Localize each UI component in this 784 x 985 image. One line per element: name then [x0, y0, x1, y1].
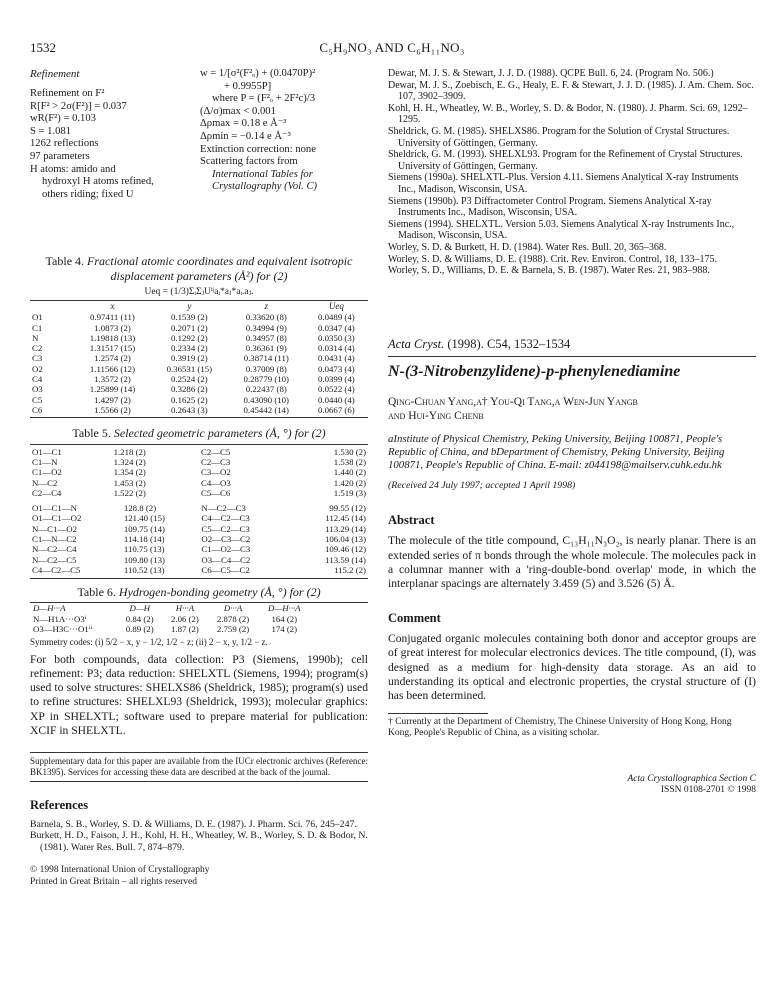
table-cell: 0.22437 (8) [245, 384, 287, 395]
table5-angle-row [30, 565, 368, 575]
table5-angle-row [30, 544, 368, 554]
table6-symmetry-codes: Symmetry codes: (i) 5/2 − x, y − 1/2, 1/2 − z; (ii) 2 − x, y, 1/2 − z. [30, 636, 268, 647]
table4-row [30, 343, 368, 353]
table-cell: 2.878 (2) [216, 613, 250, 624]
table5-angle-row [30, 503, 368, 513]
authors-line: Qing-Chuan Yang,a† You-Qi Tang,a Wen-Jun Yangb [388, 395, 638, 408]
table-cell: 0.89 (2) [125, 624, 154, 635]
table-cell: C1—N [32, 457, 58, 468]
table6-caption [30, 585, 368, 600]
reference-item: Worley, S. D., Williams, D. E. & Barnela, S. B. (1987). Water Res. 21, 983–988. [388, 265, 710, 277]
table-cell: 0.0399 (4) [318, 373, 355, 384]
refine-line: hydroxyl H atoms refined, [42, 176, 154, 188]
table-cell: 113.29 (14) [325, 523, 366, 534]
reference-item: Worley, S. D. & Williams, D. E. (1988). Crit. Rev. Environ. Control, 18, 133–175. [388, 253, 717, 265]
table-cell: N—C2 [32, 477, 58, 488]
table-cell: 0.45442 (14) [243, 404, 289, 415]
table-cell: C1—N—C2 [32, 533, 77, 544]
table6-header: D—H···A [33, 603, 66, 614]
table-cell: 0.0440 (4) [318, 394, 355, 405]
table-cell: 121.40 (15) [123, 513, 165, 524]
refine-line: Δρmax = 0.18 e Å⁻³ [200, 118, 287, 130]
table5-bond-row [30, 478, 368, 488]
table-cell: 109.80 (13) [123, 554, 165, 565]
table4-row [30, 384, 368, 394]
table5-angle-row [30, 524, 368, 534]
table-cell: 1.530 (2) [333, 446, 366, 457]
table-cell: O3 [32, 384, 43, 395]
table-cell: N—C1—O2 [32, 523, 77, 534]
footer-issn: ISSN 0108-2701 © 1998 [660, 785, 756, 796]
table6-row [30, 614, 310, 625]
received-dates: (Received 24 July 1997; accepted 1 April 1998) [388, 480, 576, 492]
refine-line: Refinement on F² [30, 88, 105, 99]
table4-header: x [110, 301, 115, 312]
table-cell: 1.4297 (2) [94, 394, 131, 405]
reference-item: Siemens (1994). SHELXTL. Version 5.03. Siemens Analytical X-ray Instruments Inc., Madison, Wisconsin, USA. [388, 218, 735, 242]
reference-item: Siemens (1990a). SHELXTL-Plus. Version 4.11. Siemens Analytical X-ray Instruments Inc., Madison, Wisconsin, USA. [388, 172, 739, 195]
table-cell: 0.2643 (3) [171, 404, 208, 415]
refine-line: Crystallography (Vol. C) [212, 181, 318, 193]
reference-item: Dewar, M. J. S., Zoebisch, E. G., Healy, E. F. & Stewart, J. J. D. (1985). J. Am. Chem. Soc. 107, 3902–3909. [388, 79, 754, 103]
table4-row [30, 323, 368, 333]
table-cell: 0.0350 (3) [318, 332, 355, 343]
table-cell: 1.19818 (13) [89, 332, 136, 343]
reference-item: Barnela, S. B., Worley, S. D. & Williams, D. E. (1987). J. Pharm. Sci. 76, 245–247. [30, 818, 357, 830]
table-cell: O2 [32, 363, 43, 374]
table-cell: 1.5566 (2) [94, 404, 131, 415]
table-cell: O1 [32, 312, 43, 323]
table5-angle-row [30, 555, 368, 565]
table4-header: z [264, 301, 269, 312]
table-cell: 1.420 (2) [333, 477, 366, 488]
table-cell: 0.36531 (15) [166, 363, 213, 374]
table-cell: O2—C3—C2 [201, 533, 251, 544]
refinement-right-list [200, 68, 368, 194]
refine-line: 1262 reflections [30, 138, 99, 150]
table-cell: 128.8 (2) [123, 502, 157, 513]
supplementary-rule [30, 752, 368, 753]
table-cell: 0.28779 (10) [243, 373, 289, 384]
reference-item: Siemens (1990b). P3 Diffractometer Control Program. Siemens Analytical X-ray Instruments Inc., Madison, Wisconsin, USA. [388, 195, 712, 219]
title-rule [388, 356, 756, 357]
table-cell: C1—O2—C3 [201, 544, 251, 555]
table4-header: y [187, 301, 192, 312]
authors-line: and Hui-Ying Chenb [388, 409, 484, 422]
table-cell: 110.75 (13) [123, 544, 165, 555]
table-cell: N [32, 332, 39, 343]
refinement-heading: Refinement [30, 68, 80, 80]
reference-item: Kohl, H. H., Wheatley, W. B., Worley, S. D. & Bodor, N. (1980). J. Pharm. Sci. 69, 1292–1295. [388, 102, 748, 126]
supplementary-note: Supplementary data for this paper are available from the IUCr electronic archives (Reference: BK1395). Services for accessing these data are described at the back of the journal. [30, 755, 368, 777]
references-right-list [388, 68, 756, 277]
table4-formula: Ueq = (1/3)ΣᵢΣⱼUⁱʲaᵢ*aⱼ*aᵢ.aⱼ. [144, 287, 254, 297]
table4-row [30, 364, 368, 374]
comment-heading: Comment [388, 611, 441, 626]
refine-line: Δρmin = −0.14 e Å⁻³ [200, 130, 291, 142]
table-cell: C3—O2 [200, 467, 231, 478]
table-cell: 0.3286 (2) [171, 384, 208, 395]
reference-item: Sheldrick, G. M. (1993). SHELXL93. Program for the Refinement of Crystal Structures. University of Göttingen, Germany. [388, 149, 743, 172]
refine-line: Scattering factors from [200, 156, 298, 168]
table-cell: 0.0473 (4) [318, 363, 355, 374]
table5-bond-row [30, 488, 368, 498]
table-cell: 1.354 (2) [113, 467, 146, 478]
table4-title: Fractional atomic coordinates and equivalent isotropic displacement parameters (Å²) for (2) [87, 254, 353, 283]
table6 [30, 603, 310, 635]
table-cell: 1.87 (2) [170, 624, 199, 635]
table-cell: 0.84 (2) [125, 613, 154, 624]
table4-label: Table 4. [45, 254, 85, 268]
refine-line: where P = (F²ₒ + 2F²c)/3 [212, 93, 316, 105]
table-cell: 1.538 (2) [333, 457, 366, 468]
page-number: 1532 [30, 40, 56, 55]
supplementary-rule-bottom [30, 781, 368, 782]
refine-line: H atoms: amido and [30, 163, 116, 175]
table4-row [30, 333, 368, 343]
table-cell: C2—C4 [32, 488, 62, 499]
table5-angle-row [30, 513, 368, 523]
journal-footer [388, 774, 756, 797]
table-cell: C2—C3 [200, 457, 231, 468]
table6-label: Table 6. [77, 584, 116, 599]
right-column [388, 68, 756, 797]
table-cell: C1—O2 [32, 467, 62, 478]
table4-row [30, 374, 368, 384]
table-cell: 109.46 (12) [324, 544, 366, 555]
article-citation [388, 337, 756, 352]
table-cell: C5—C2—C3 [201, 523, 250, 534]
table-cell: C4—O3 [200, 477, 231, 488]
table5-bonds [30, 447, 368, 499]
table6-header: D···A [223, 603, 243, 614]
copyright-block [30, 865, 368, 888]
refinement-block [30, 68, 368, 250]
abstract-text: The molecule of the title compound, C₁₃H₁₁N₃O₂, is nearly planar. There is an extended series of π bonds through the whole molecule. The molecules pack in a columnar manner with a 'ring-double-bond overlap' mode, in which the interplanar spacings are alternately 3.459 (5) and 3.526 (5) Å. [388, 534, 756, 590]
table-cell: 0.43090 (10) [243, 394, 289, 405]
table-cell: 0.97411 (11) [90, 312, 135, 323]
table-cell: 0.34957 (8) [245, 332, 287, 343]
table5-angles [30, 503, 368, 576]
table-cell: 114.18 (14) [123, 533, 165, 544]
citation-details: (1998). C54, 1532–1534 [447, 336, 571, 351]
references-heading: References [30, 797, 89, 812]
table-cell: 2.759 (2) [216, 624, 250, 635]
table6-header-row [30, 603, 310, 614]
table4 [30, 301, 368, 415]
table-cell: 0.0489 (4) [318, 312, 355, 323]
table-cell: 0.2071 (2) [171, 322, 208, 333]
references-left-list [30, 819, 368, 854]
table5-caption [30, 426, 368, 441]
table-cell: 115.2 (2) [334, 565, 366, 576]
footnote: † Currently at the Department of Chemistry, The Chinese University of Hong Kong, Hong Kong, People's Republic of China, as a visiting scholar. [388, 717, 732, 739]
table-cell: 0.1539 (2) [171, 312, 208, 323]
table5-top-rule [30, 444, 368, 445]
table-cell: C3 [32, 353, 43, 364]
table-cell: 1.0873 (2) [94, 322, 131, 333]
table-cell: 0.3919 (2) [171, 353, 208, 364]
table4-row [30, 405, 368, 415]
table-cell: 0.33620 (8) [245, 312, 287, 323]
refine-line: R[F² > 2σ(F²)] = 0.037 [30, 100, 127, 112]
table-cell: C6 [32, 404, 43, 415]
table-cell: 1.218 (2) [113, 446, 146, 457]
table-cell: 109.75 (14) [123, 523, 165, 534]
table4-row [30, 395, 368, 405]
table-cell: 1.519 (3) [333, 488, 366, 499]
software-paragraph: For both compounds, data collection: P3 (Siemens, 1990b); cell refinement: P3; data reduction: SHELXTL (Siemens, 1994); program(s) used to solve structures: SHELXS86 (Sheldrick, 1985); program(s) used to refine structures: SHELXL93 (Sheldrick, 1993); molecular graphics: XP in SHELXTL; software used to prepare material for publication: XCIF in SHELXTL. [30, 652, 368, 737]
table-cell: C4—C2—C3 [201, 513, 250, 524]
footnote-rule [388, 713, 488, 714]
table-cell: 0.1292 (2) [171, 332, 208, 343]
table4-bottom-rule [30, 417, 368, 418]
refine-line: S = 1.081 [30, 125, 71, 137]
table4-row [30, 312, 368, 322]
table-cell: O3—C4—C2 [201, 554, 251, 565]
table-cell: 1.2574 (2) [94, 353, 131, 364]
journal-name: Acta Cryst. [388, 336, 445, 351]
table-cell: 174 (2) [271, 624, 298, 635]
reference-item: Sheldrick, G. M. (1985). SHELXS86. Program for the Solution of Crystal Structures. University of Göttingen, Germany. [388, 125, 730, 149]
refine-line: Extinction correction: none [200, 143, 316, 155]
table-cell: 1.31517 (15) [89, 343, 136, 354]
table-cell: 0.2524 (2) [171, 373, 208, 384]
reference-item: Worley, S. D. & Burkett, H. D. (1984). Water Res. Bull. 20, 365–368. [388, 241, 667, 253]
running-head [30, 40, 754, 58]
refine-line: International Tables for [212, 168, 313, 180]
table5-title: Selected geometric parameters (Å, °) for (2) [113, 426, 326, 441]
table-cell: 0.37009 (8) [245, 363, 287, 374]
table-cell: 0.0667 (6) [318, 404, 355, 415]
table-cell: 110.52 (13) [123, 565, 165, 576]
refine-line: wR(F²) = 0.103 [30, 113, 96, 125]
table-cell: N—C2—C3 [201, 502, 246, 513]
table-cell: 112.45 (14) [325, 513, 366, 524]
table-cell: C2—C5 [200, 446, 231, 457]
table-cell: 1.25899 (14) [89, 384, 136, 395]
table5-bottom-rule [30, 578, 368, 579]
table5-bond-row [30, 457, 368, 467]
table-cell: O3—H3C···O1ⁱⁱ [33, 624, 93, 635]
refinement-left-list [30, 88, 190, 201]
reference-item: Dewar, M. J. S. & Stewart, J. J. D. (1988). QCPE Bull. 6, 24. (Program No. 506.) [388, 68, 714, 79]
table6-row [30, 624, 310, 635]
abstract-heading: Abstract [388, 513, 435, 528]
comment-text: Conjugated organic molecules containing both donor and acceptor groups are of great interest for molecular electronics devices. The title compound, (I), was designed as a medium for high-density data storage. As an aid to understanding its optical and electronic properties, the crystal structure of (I) has been determined. [388, 632, 756, 702]
table-cell: 0.36361 (9) [245, 343, 287, 354]
refine-line: (Δ/σ)max < 0.001 [200, 105, 276, 117]
refine-line: + 0.9955P] [224, 80, 272, 92]
table-cell: 164 (2) [271, 613, 298, 624]
table-cell: 1.440 (2) [333, 467, 366, 478]
table6-header: D—H [129, 603, 150, 614]
table-cell: 0.0431 (4) [318, 353, 355, 364]
table-cell: N—C2—C4 [32, 544, 77, 555]
table4-caption [30, 254, 368, 283]
table-cell: 113.59 (14) [325, 554, 366, 565]
table-cell: 0.0347 (4) [318, 322, 355, 333]
table-cell: 0.38714 (11) [243, 353, 289, 364]
table6-header: H···A [175, 603, 195, 614]
refine-line: 97 parameters [30, 150, 90, 162]
table-cell: 2.06 (2) [170, 613, 199, 624]
table-cell: 1.3572 (2) [94, 373, 131, 384]
table-cell: 1.453 (2) [113, 477, 146, 488]
table-cell: 0.2334 (2) [171, 343, 208, 354]
table-cell: 1.324 (2) [113, 457, 146, 468]
refine-line: w = 1/[σ²(F²ₒ) + (0.0470P)² [200, 68, 316, 79]
table-cell: C5—C6 [200, 488, 231, 499]
table4-header-row [30, 301, 368, 312]
table-cell: C2 [32, 343, 43, 354]
copyright-line: Printed in Great Britain – all rights reserved [30, 876, 197, 887]
table-cell: 0.0314 (4) [318, 343, 355, 354]
table-cell: C4 [32, 373, 43, 384]
refine-line: others riding; fixed U [42, 188, 134, 200]
author-list [388, 395, 756, 423]
table-cell: O1—C1—N [32, 502, 77, 513]
table-cell: C5 [32, 394, 43, 405]
table-cell: 106.04 (13) [324, 533, 366, 544]
affiliations: aInstitute of Physical Chemistry, Peking University, Beijing 100871, People's Republic of China, and bDepartment of Chemistry, Peking University, Beijing 100871, People's Republic of China. E-mail: z044198@mailserv.cuhk.edu.hk [388, 432, 725, 472]
table4-row [30, 353, 368, 363]
running-head-formula: C₅H₉NO₃ AND C₆H₁₁NO₃ [319, 40, 465, 55]
table6-title: Hydrogen-bonding geometry (Å, °) for (2) [118, 584, 321, 599]
table6-header: D—H···A [268, 603, 301, 614]
table-cell: 1.11566 (12) [89, 363, 136, 374]
table-cell: 0.34994 (9) [245, 322, 287, 333]
table-cell: N—C2—C5 [32, 554, 77, 565]
paper-title: N-(3-Nitrobenzylidene)-p-phenylenediamine [388, 362, 681, 380]
table-cell: 99.55 (12) [329, 502, 366, 513]
footer-journal: Acta Crystallographica Section C [627, 773, 756, 784]
table5-bond-row [30, 467, 368, 477]
copyright-line: © 1998 International Union of Crystallography [30, 865, 210, 876]
reference-item: Burkett, H. D., Faison, J. H., Kohl, H. H., Wheatley, W. B., Worley, S. D. & Bodor, N. (1981). Water Res. Bull. 7, 874–879. [30, 830, 368, 853]
table5-label: Table 5. [72, 426, 111, 441]
table-cell: O1—C1—O2 [32, 513, 82, 524]
table-cell: C1 [32, 322, 43, 333]
table-cell: 1.522 (2) [113, 488, 146, 499]
table4-header [30, 301, 74, 312]
table5-bond-row [30, 447, 368, 457]
table-cell: 0.1625 (2) [171, 394, 208, 405]
table5-angle-row [30, 534, 368, 544]
table-cell: O1—C1 [32, 446, 62, 457]
table4-header: Ueq [328, 301, 344, 312]
left-column [30, 68, 368, 888]
table-cell: C4—C2—C5 [32, 565, 81, 576]
table-cell: 0.0522 (4) [318, 384, 355, 395]
table-cell: N—H1A···O3ⁱ [33, 613, 87, 624]
table-cell: C6—C5—C2 [201, 565, 250, 576]
